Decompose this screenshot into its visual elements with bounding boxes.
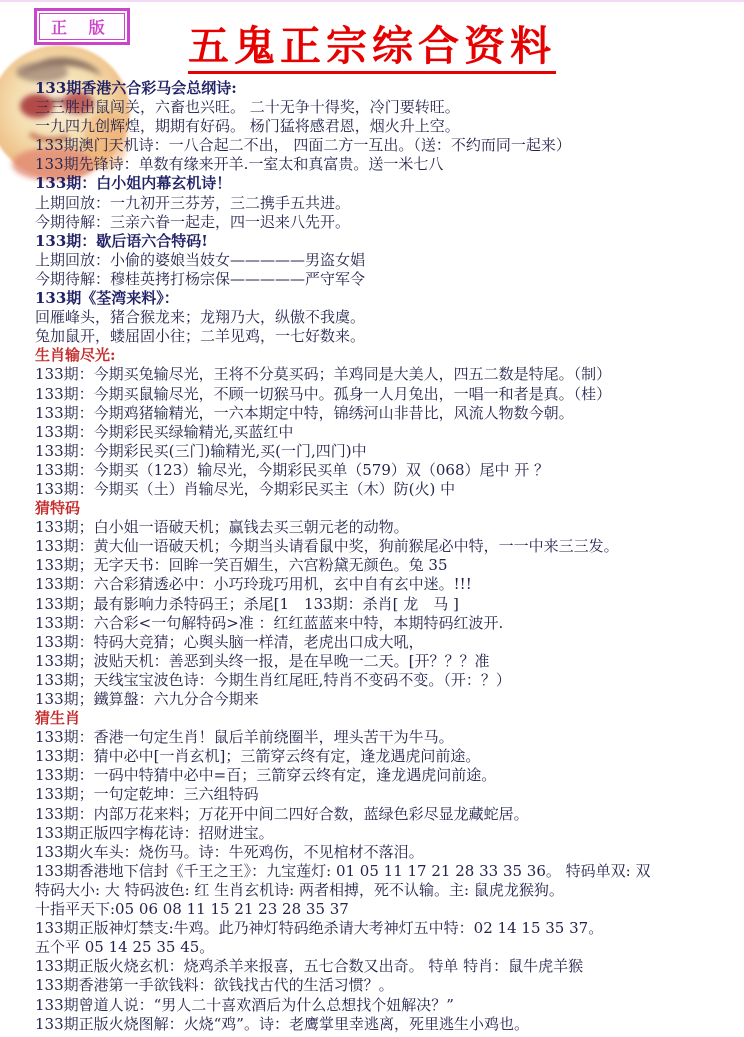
text-line: 133期；一句定乾坤：三六组特码 bbox=[35, 785, 259, 804]
text-line: 133期先锋诗：单数有缘来开羊.一室太和真富贵。送一米七八 bbox=[35, 155, 444, 174]
text-line: 特码大小: 大 特码波色: 红 生肖玄机诗: 两者相搏，死不认输。主: 鼠虎龙猴狗。 bbox=[35, 880, 564, 899]
text-line: 133期：香港一句定生肖！鼠后羊前绕圈半，埋头苦干为牛马。 bbox=[35, 728, 454, 747]
text-line: 133期：黄大仙一语破天机；今期当头请看鼠中奖，狗前猴尾必中特，一一中来三三发。 bbox=[35, 537, 619, 556]
text-line: 133期；无字天书：回眸一笑百媚生，六宫粉黛无颜色。兔 35 bbox=[35, 556, 448, 575]
text-line: 今期待解：三亲六眷一起走，四一迟来八先开。 bbox=[35, 212, 351, 231]
authentic-badge bbox=[34, 8, 130, 45]
text-line: 133期澳门天机诗：一八合起二不出， 四面二方一互出。（送：不约而同一起来） bbox=[35, 136, 571, 155]
text-line: 133期香港第一手欲钱料：欲钱找古代的生活习惯？。 bbox=[35, 976, 394, 995]
text-line: 133期；鐵算盤：六九分合今期来 bbox=[35, 690, 259, 708]
section-heading: 猜特码 bbox=[35, 499, 81, 518]
text-line: 133期：白小姐内幕玄机诗！ bbox=[35, 174, 232, 193]
authentic-badge-label: 正 版 bbox=[51, 18, 113, 37]
text-line: 133期：今期彩民买绿输精光,买蓝红中 bbox=[35, 422, 294, 441]
text-line: 133期：一码中特猜中必中=百；三箭穿云终有定，逢龙遇虎问前途。 bbox=[35, 766, 497, 785]
text-line: 133期香港地下信封《千王之王》：九宝莲灯: 01 05 11 17 21 28 33 35 36。 特码单双: 双 bbox=[35, 861, 651, 880]
section-heading: 生肖输尽光: bbox=[35, 346, 116, 365]
text-line: 133期：今期买（土）肖输尽光，今期彩民买主（木）防(火) 中 bbox=[35, 479, 456, 498]
text-line: 133期《荃湾来料》： bbox=[35, 289, 179, 308]
text-line: 上期回放：一九初开三芬芳，三二携手五共进。 bbox=[35, 193, 351, 212]
text-line: 133期；波贴天机：善恶到头终一报，是在早晚一二天。[开？？？准 bbox=[35, 651, 490, 670]
content-lines bbox=[35, 79, 741, 1034]
text-line: 五个平 05 14 25 35 45。 bbox=[35, 938, 215, 957]
text-line: 133期：六合彩猜透必中：小巧玲珑巧用机，玄中自有玄中迷。!!! bbox=[35, 575, 472, 594]
text-line: 133期：特码大竞猜；心舆头脑一样清，老虎出口成大吼， bbox=[35, 632, 424, 651]
text-line: 回雁峰头，猪合猴龙来；龙翔乃大，纵傲不我虞。 bbox=[35, 308, 366, 327]
text-line: 十指平天下:05 06 08 11 15 21 23 28 35 37 bbox=[35, 900, 349, 919]
text-line: 133期：歇后语六合特码! bbox=[35, 231, 208, 250]
text-line: 133期：今期买兔输尽光，王将不分莫买码；羊鸡同是大美人，四五二数是特尾。（制） bbox=[35, 365, 612, 384]
text-line: 一九四九创辉煌，期期有好码。 杨门猛将感君恩，烟火升上空。 bbox=[35, 117, 460, 136]
text-line: 133期：今期彩民买(三门)输精光,买(一门,四门)中 bbox=[35, 441, 367, 460]
text-line: 133期：六合彩<一句解特码>准 ：红红蓝蓝来中特，本期特码红波开. bbox=[35, 613, 504, 632]
text-line: 133期：内部万花来料；万花开中间二四好合数，蓝绿色彩尽显龙藏蛇居。 bbox=[35, 804, 529, 823]
text-line: 133期；最有影响力杀特码王；杀尾[1 133期：杀肖[ 龙 马 ] bbox=[35, 594, 459, 613]
text-line: 133期火车头：烧伤马。诗：牛死鸡伤，不见棺材不落泪。 bbox=[35, 842, 424, 861]
text-line: 133期正版四字梅花诗：招财进宝。 bbox=[35, 823, 274, 842]
text-line: 133期正版火烧玄机：烧鸡杀羊来报喜，五七合数又出奇。 特单 特肖：鼠牛虎羊猴 bbox=[35, 957, 584, 976]
text-line: 今期待解：穆桂英拷打杨宗保—————严守军令 bbox=[35, 269, 366, 288]
text-line: 133期正版火烧图解：火烧“鸡”。诗：老鹰掌里幸逃离，死里逃生小鸡也。 bbox=[35, 1014, 529, 1033]
text-line: 133期：今期买鼠输尽光，不顾一切猴马中。孤身一人月兔出，一唱一和者是真。（桂） bbox=[35, 384, 612, 403]
text-line: 133期：今期鸡猪输精光，一六本期定中特，锦绣河山非昔比，风流人物数今朝。 bbox=[35, 403, 574, 422]
text-line: 133期香港六合彩马会总纲诗: bbox=[35, 79, 237, 97]
text-line: 三三胜出鼠闯关，六畜也兴旺。 二十无争十得奖，冷门要转旺。 bbox=[35, 98, 460, 117]
text-line: 兔加鼠开，蝼屈固小往；二羊见鸡，一七好数来。 bbox=[35, 327, 366, 346]
text-line: 133期；白小姐一语破天机；赢钱去买三朝元老的动物。 bbox=[35, 518, 409, 537]
text-line: 133期正版神灯禁支:牛鸡。此乃神灯特码绝杀请大考神灯五中特：02 14 15 35 37。 bbox=[35, 919, 604, 938]
text-line: 133期：今期买（123）输尽光，今期彩民买单（579）双（068）尾中 开 ？ bbox=[35, 460, 550, 479]
text-line: 133期曾道人说：“男人二十喜欢酒后为什么总想找个妞解决？” bbox=[35, 995, 454, 1014]
section-heading: 猜生肖 bbox=[35, 709, 81, 728]
page-title: 五鬼正宗综合资料 bbox=[188, 24, 556, 74]
text-line: 133期；天线宝宝波色诗：今期生肖红尾旺,特肖不变码不变。（开：？） bbox=[35, 670, 511, 689]
text-line: 133期：猜中必中[一肖玄机]；三箭穿云终有定，逢龙遇虎问前途。 bbox=[35, 747, 481, 766]
text-line: 上期回放：小偷的婆娘当妓女—————男盗女娼 bbox=[35, 250, 366, 269]
